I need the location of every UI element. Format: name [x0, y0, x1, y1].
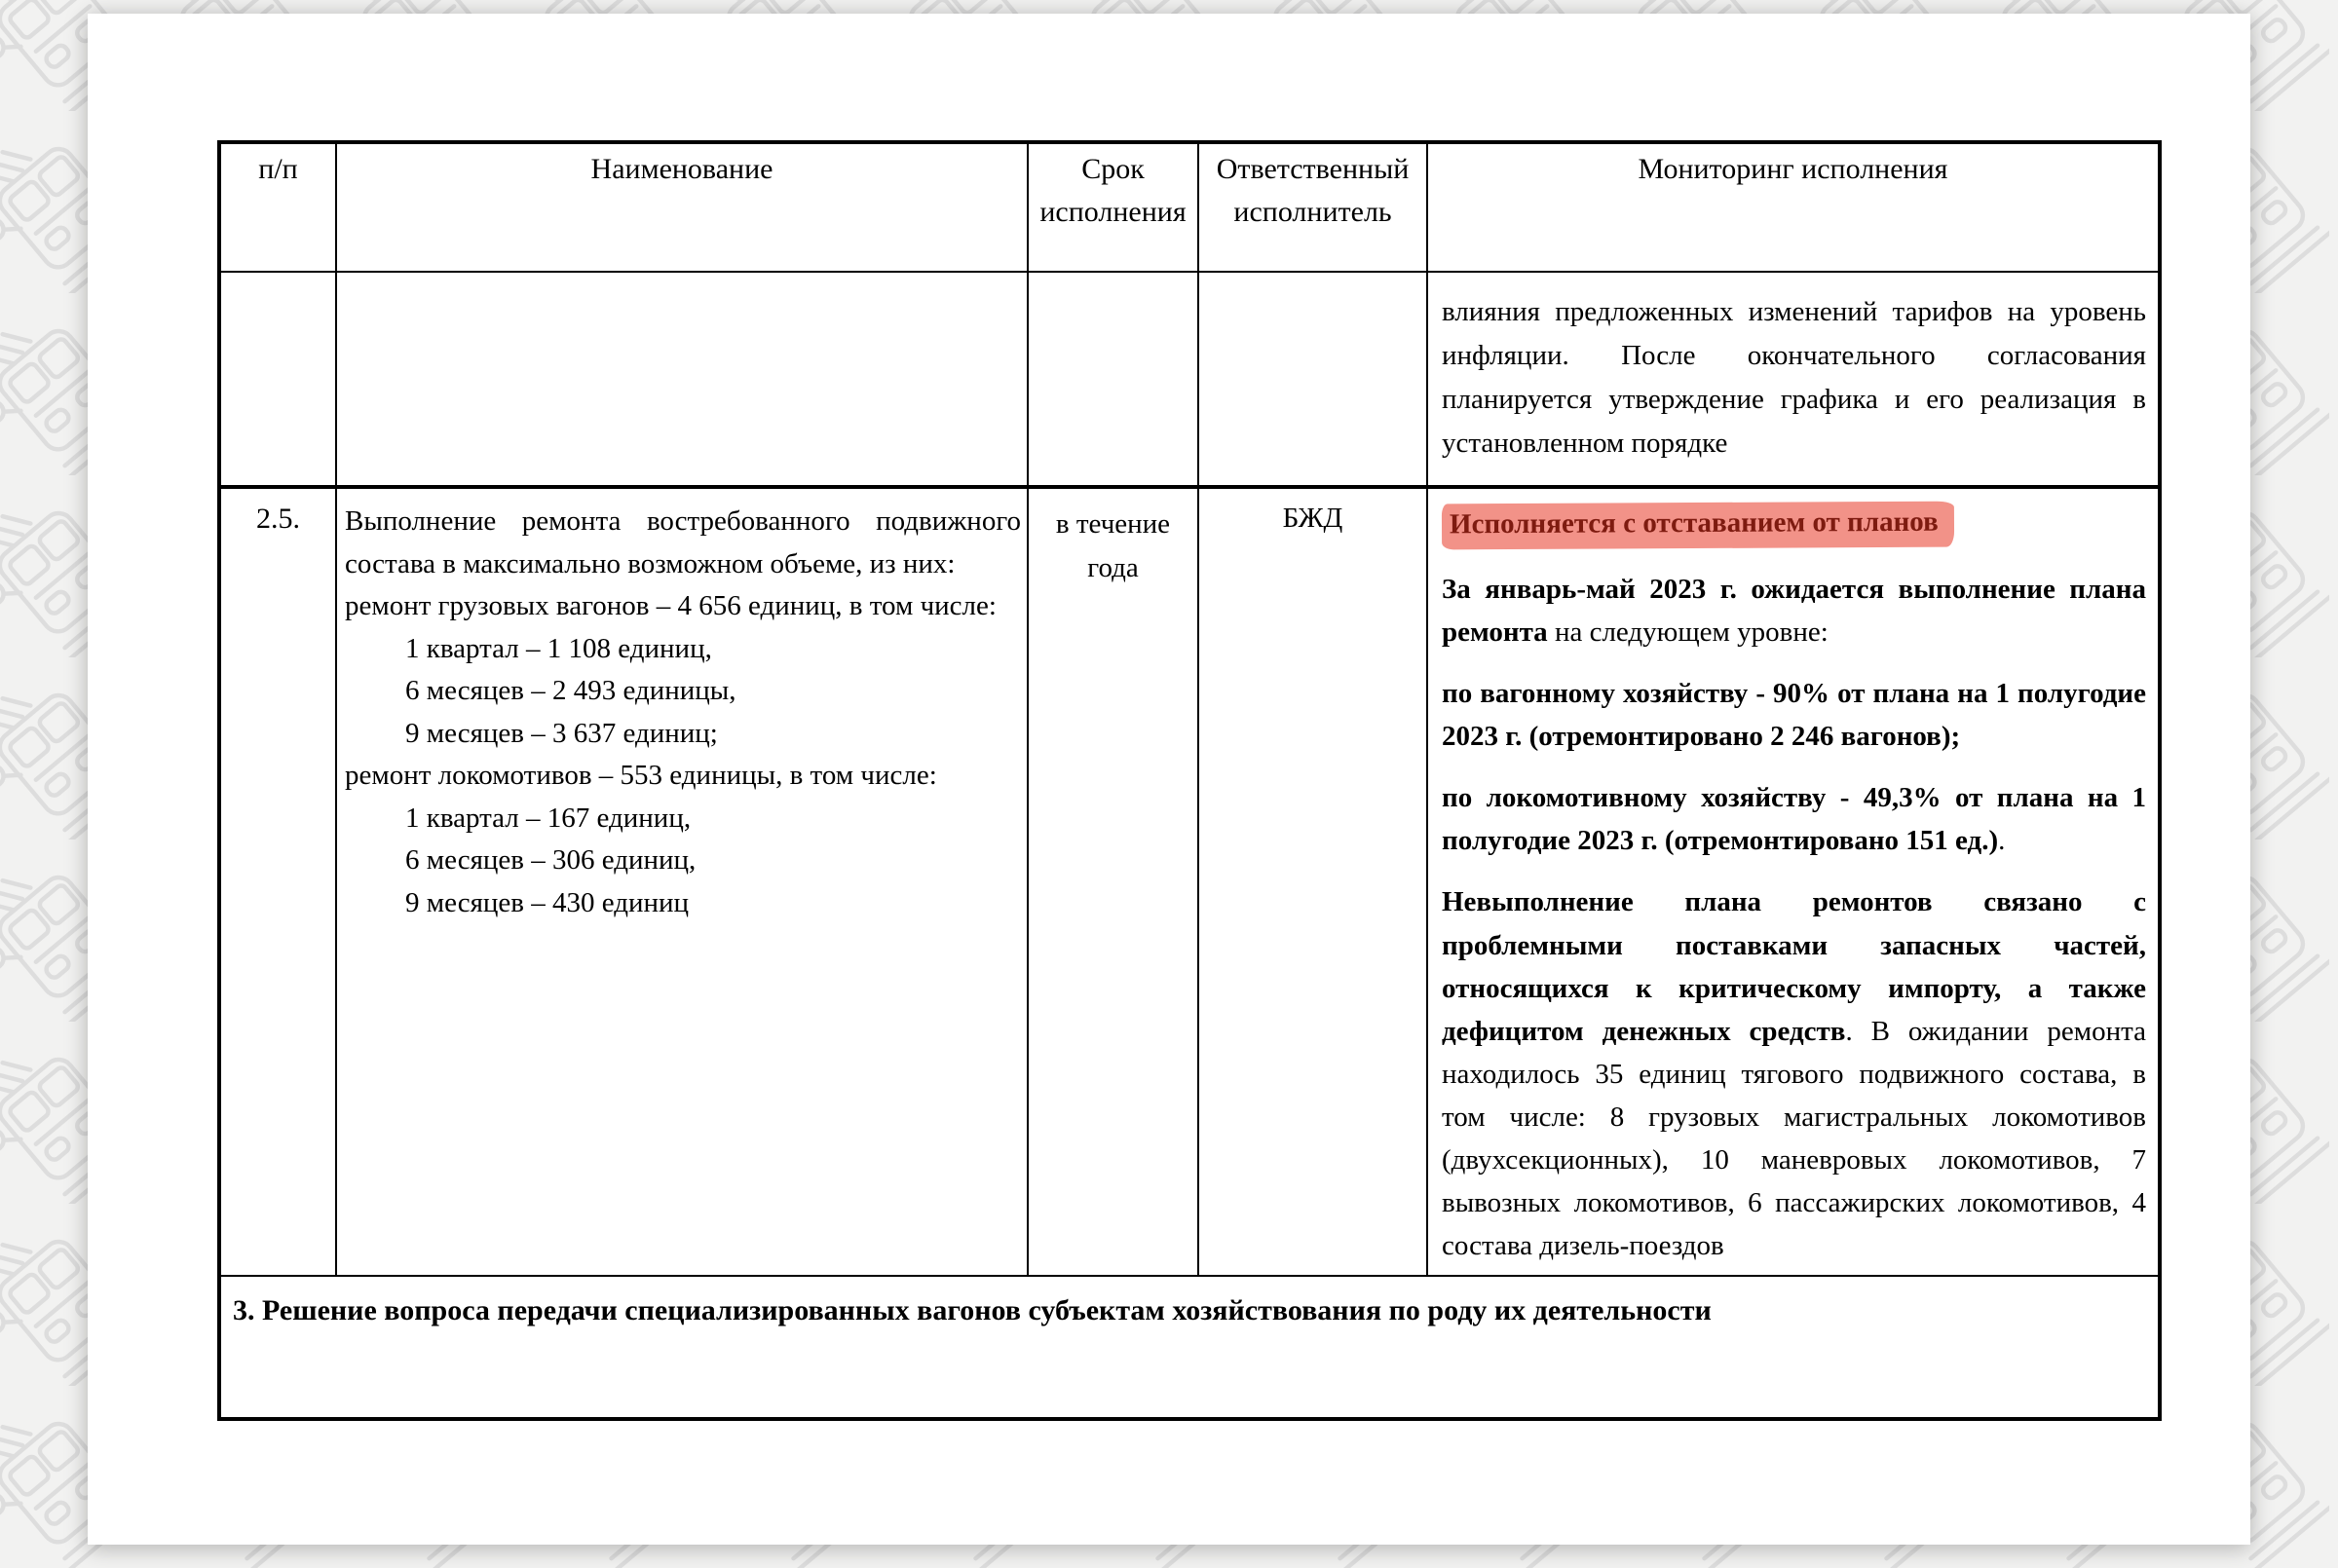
monitoring-cell: [1427, 487, 2160, 1276]
name-line: 6 месяцев – 2 493 единицы,: [405, 675, 736, 706]
item-name-cell: [336, 487, 1028, 1276]
header-monitoring: Мониторинг исполнения: [1427, 142, 2160, 272]
item-term: в течение года: [1028, 487, 1198, 1276]
name-line: 6 месяцев – 306 единиц,: [405, 844, 697, 876]
name-line: 9 месяцев – 3 637 единиц;: [405, 717, 718, 749]
section-3-row: [219, 1276, 2160, 1419]
status-badge: Исполняется с отставанием от планов: [1442, 502, 1954, 550]
name-line: 1 квартал – 167 единиц,: [405, 802, 692, 834]
header-row: [219, 142, 2160, 272]
monitoring-paragraph: Невыполнение плана ремонтов связано с проблемными поставками запасных частей, относящихся к критическому импорту, а также дефицитом денежных средств. В ожидании ремонта находилось 35 единиц тягового подвижного состава, в том числе: 8 грузовых магистральных локомотивов (двухсекционных), 10 маневровых локомотивов, 7 вывозных локомотивов, 6 пассажирских локомотивов, 4 состава дизель-поездов: [1442, 886, 2146, 1262]
monitoring-cell: [1427, 272, 2160, 487]
monitoring-paragraph: по локомотивному хозяйству - 49,3% от плана на 1 полугодие 2023 г. (отремонтировано 151 ед.).: [1442, 782, 2146, 857]
status-highlight-wrap: [1442, 503, 2146, 548]
monitoring-table: [217, 140, 2162, 1421]
section-3-title: 3. Решение вопроса передачи специализированных вагонов субъектам хозяйствования по роду их деятельности: [219, 1276, 2160, 1419]
name-line: ремонт грузовых вагонов – 4 656 единиц, в том числе:: [345, 590, 997, 621]
monitoring-paragraph: по вагонному хозяйству - 90% от плана на 1 полугодие 2023 г. (отремонтировано 2 246 вагонов);: [1442, 678, 2146, 753]
continuation-row: [219, 272, 2160, 487]
name-line: 1 квартал – 1 108 единиц,: [405, 632, 712, 664]
monitoring-continuation-text: влияния предложенных изменений тарифов на уровень инфляции. После окончательного согласования планируется утверждение графика и его реализация в установленном порядке: [1442, 296, 2146, 459]
item-row-2-5: [219, 487, 2160, 1276]
document-page: [88, 14, 2250, 1545]
name-line: ремонт локомотивов – 553 единицы, в том числе:: [345, 760, 937, 791]
name-line: Выполнение ремонта востребованного подвижного состава в максимально возможном объеме, из них:: [345, 505, 1021, 579]
item-number: 2.5.: [219, 487, 336, 1276]
item-responsible: БЖД: [1198, 487, 1427, 1276]
item-name-text: [345, 501, 1021, 924]
empty-cell: [336, 272, 1028, 487]
empty-cell: [1198, 272, 1427, 487]
header-num: п/п: [219, 142, 336, 272]
header-name: Наименование: [336, 142, 1028, 272]
name-line: 9 месяцев – 430 единиц: [405, 886, 690, 918]
monitoring-paragraph: За январь-май 2023 г. ожидается выполнение плана ремонта на следующем уровне:: [1442, 574, 2146, 649]
monitoring-text: [1442, 568, 2146, 1267]
empty-cell: [219, 272, 336, 487]
empty-cell: [1028, 272, 1198, 487]
header-term: Срок исполнения: [1028, 142, 1198, 272]
header-responsible: Ответственный исполнитель: [1198, 142, 1427, 272]
